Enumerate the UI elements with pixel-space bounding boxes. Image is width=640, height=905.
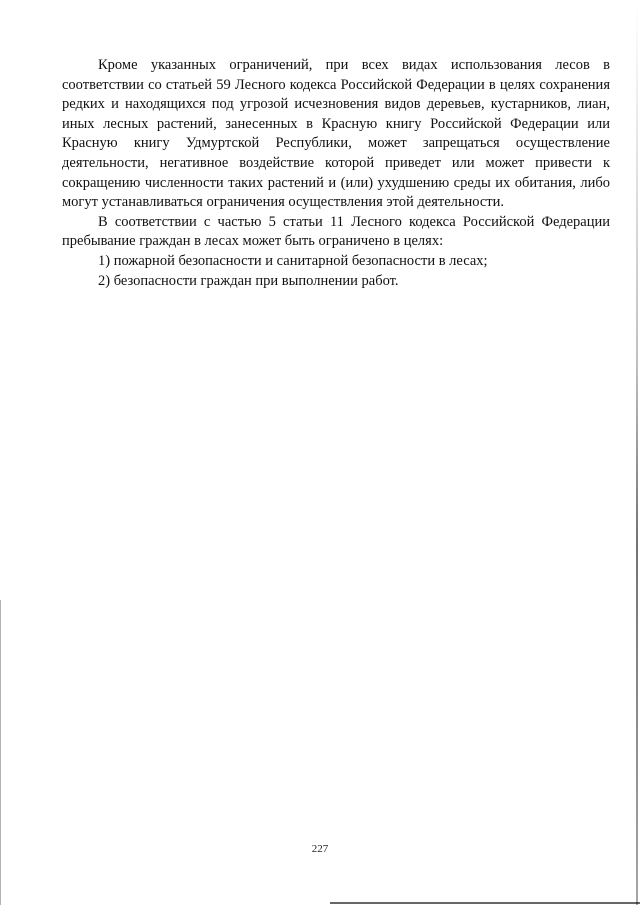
list-item-fire-safety: 1) пожарной безопасности и санитарной безопасности в лесах; bbox=[98, 252, 488, 269]
scan-edge-right bbox=[636, 0, 638, 905]
paragraph-stay-limits: В соответствии с частью 5 статьи 11 Лесного кодекса Российской Федерации пребывание граждан в лесах может быть ограничено в целях: bbox=[62, 213, 610, 250]
page-number: 227 bbox=[311, 843, 329, 855]
scan-edge-bottom bbox=[330, 902, 640, 904]
list-item-work-safety: 2) безопасности граждан при выполнении работ. bbox=[98, 272, 399, 289]
body-text bbox=[62, 56, 610, 291]
paragraph-restrictions: Кроме указанных ограничений, при всех видах использования лесов в соответствии со статьей 59 Лесного кодекса Российской Федерации в целях сохранения редких и находящихся под угрозой исчезновения видов деревьев, кустарников, лиан, иных лесных растений, занесенных в Красную книгу Российской Федерации или Красную книгу Удмуртской Республики, может запрещаться осуществление деятельности, негативное воздействие которой приведет или может привести к сокращению численности таких растений и (или) ухудшению среды их обитания, либо могут устанавливаться ограничения осуществления этой деятельности. bbox=[62, 57, 610, 211]
scan-edge-left bbox=[0, 600, 1, 905]
